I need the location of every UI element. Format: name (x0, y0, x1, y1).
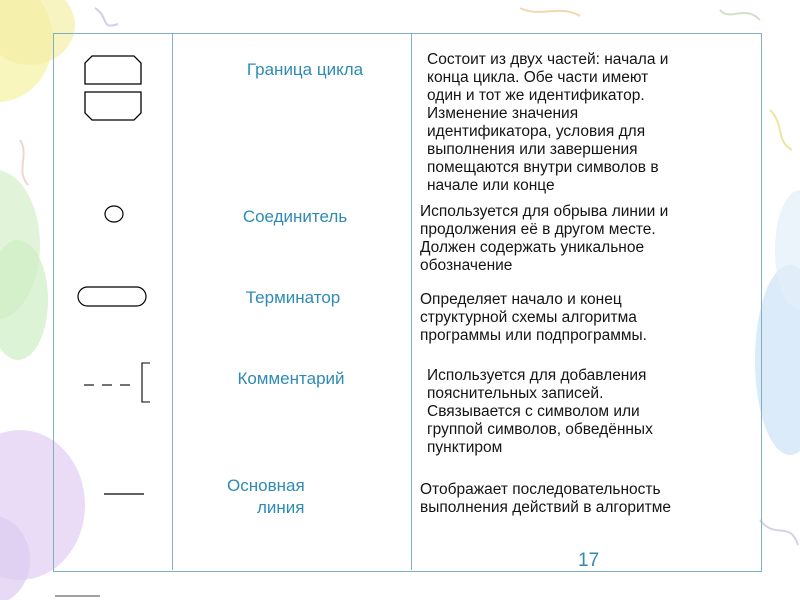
symbol-name (200, 475, 350, 519)
loop-boundary-icon (80, 52, 146, 128)
symbol-description: Используется для добавления пояснительных записей. Связывается с символом или группой символов, обведённых пунктиром (427, 367, 653, 456)
main-line-icon (104, 490, 148, 498)
column-divider (172, 33, 173, 570)
symbol-description: Отображает последовательность выполнения действий в алгоритме (420, 481, 672, 516)
symbol-name: Комментарий (237, 369, 345, 388)
symbol-description: Состоит из двух частей: начала и конца цикла. Обе части имеют один и тот же идентификатор. Изменение значения идентификатора, условия для выполнения или завершения помещаются внутри символов в начале или конце (427, 51, 669, 194)
page-number: 17 (578, 550, 600, 571)
symbol-name: Граница цикла (246, 60, 364, 79)
symbol-description: Используется для обрыва линии и продолжения её в другом месте. Должен содержать уникальное обозначение (420, 203, 669, 274)
symbol-name: Терминатор (245, 288, 341, 307)
comment-bracket-icon (82, 360, 152, 406)
terminator-icon (76, 285, 150, 309)
symbol-name-line: линия (257, 498, 305, 517)
column-divider (411, 33, 412, 570)
connector-circle-icon (102, 204, 126, 224)
symbol-name: Соединитель (242, 207, 348, 226)
symbol-description: Определяет начало и конец структурной схемы алгоритма программы или подпрограммы. (420, 291, 647, 344)
symbol-name-line: Основная (227, 476, 305, 495)
